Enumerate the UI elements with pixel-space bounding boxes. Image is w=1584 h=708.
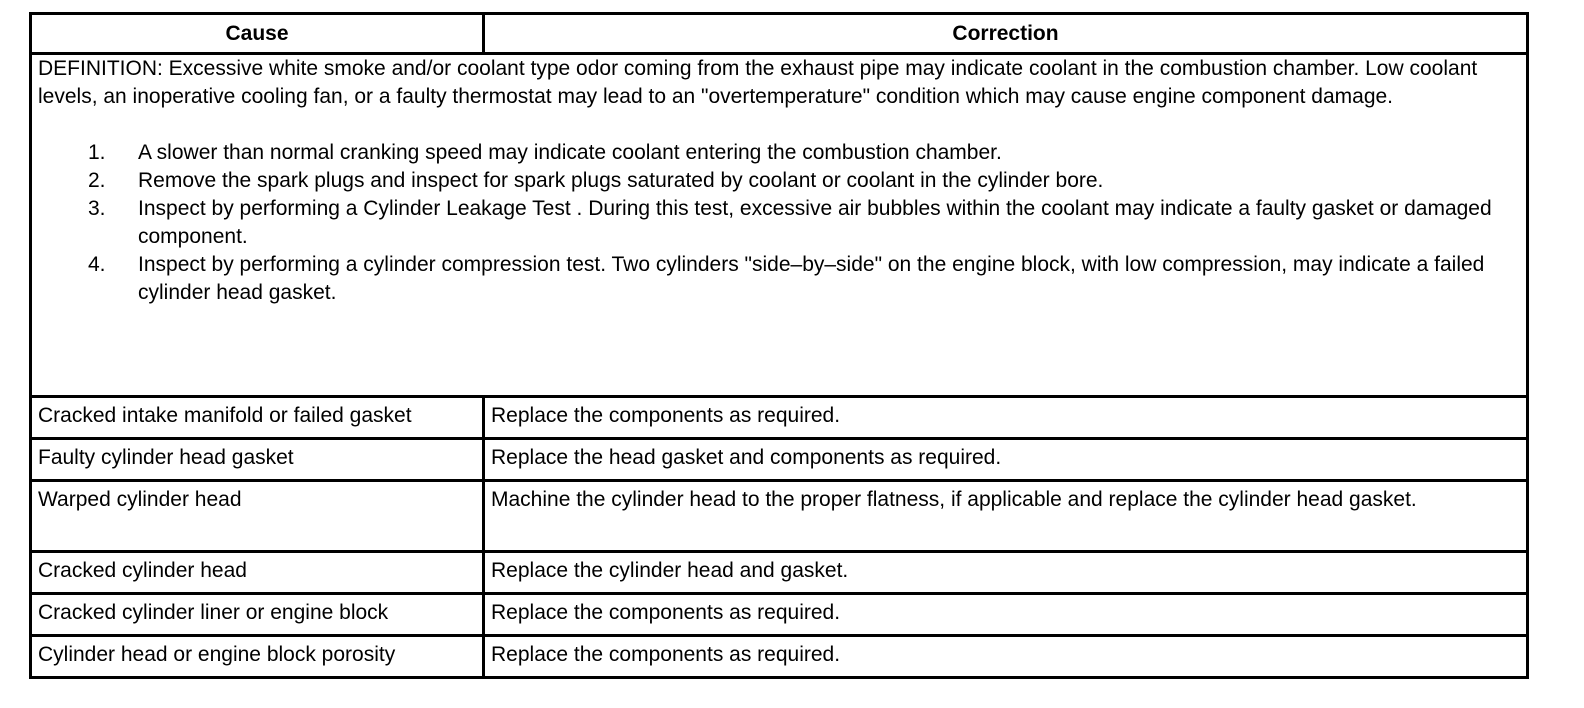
table-row	[31, 397, 1528, 439]
correction-header: Correction	[484, 14, 1528, 54]
diagnosis-table	[29, 12, 1529, 679]
correction-cell: Replace the head gasket and components as required.	[484, 439, 1528, 481]
cause-cell: Faulty cylinder head gasket	[31, 439, 484, 481]
correction-cell: Replace the components as required.	[484, 636, 1528, 678]
cause-cell: Cracked intake manifold or failed gasket	[31, 397, 484, 439]
table-row	[31, 481, 1528, 552]
definition-row	[31, 54, 1528, 397]
correction-cell: Replace the cylinder head and gasket.	[484, 552, 1528, 594]
step-text: Remove the spark plugs and inspect for spark plugs saturated by coolant or coolant in the cylinder bore.	[138, 169, 1104, 192]
correction-cell: Replace the components as required.	[484, 397, 1528, 439]
cause-cell: Cracked cylinder head	[31, 552, 484, 594]
cause-cell: Cylinder head or engine block porosity	[31, 636, 484, 678]
step-text: Inspect by performing a cylinder compression test. Two cylinders "side–by–side" on the engine block, with low compression, may indicate a failed cylinder head gasket.	[138, 253, 1485, 304]
definition-text: DEFINITION: Excessive white smoke and/or coolant type odor coming from the exhaust pipe may indicate coolant in the combustion chamber. Low coolant levels, an inoperative cooling fan, or a faulty thermostat may lead to an "overtemperature" condition which may cause engine component damage.	[38, 57, 1478, 108]
table-row	[31, 552, 1528, 594]
step-text: A slower than normal cranking speed may indicate coolant entering the combustion chamber.	[138, 141, 1002, 164]
list-item	[88, 139, 1520, 167]
cause-cell: Cracked cylinder liner or engine block	[31, 594, 484, 636]
table-row	[31, 594, 1528, 636]
correction-cell: Replace the components as required.	[484, 594, 1528, 636]
list-item	[88, 251, 1520, 307]
correction-cell: Machine the cylinder head to the proper flatness, if applicable and replace the cylinder head gasket.	[484, 481, 1528, 552]
step-text: Inspect by performing a Cylinder Leakage Test . During this test, excessive air bubbles within the coolant may indicate a faulty gasket or damaged component.	[138, 197, 1492, 248]
list-item	[88, 167, 1520, 195]
step-number: 4.	[88, 253, 106, 276]
header-row	[31, 14, 1528, 54]
table-row	[31, 636, 1528, 678]
table-row	[31, 439, 1528, 481]
step-number: 2.	[88, 169, 106, 192]
cause-cell: Warped cylinder head	[31, 481, 484, 552]
steps-list	[38, 139, 1520, 307]
step-number: 3.	[88, 197, 106, 220]
list-item	[88, 195, 1520, 251]
step-number: 1.	[88, 141, 106, 164]
definition-cell	[31, 54, 1528, 397]
cause-header: Cause	[31, 14, 484, 54]
